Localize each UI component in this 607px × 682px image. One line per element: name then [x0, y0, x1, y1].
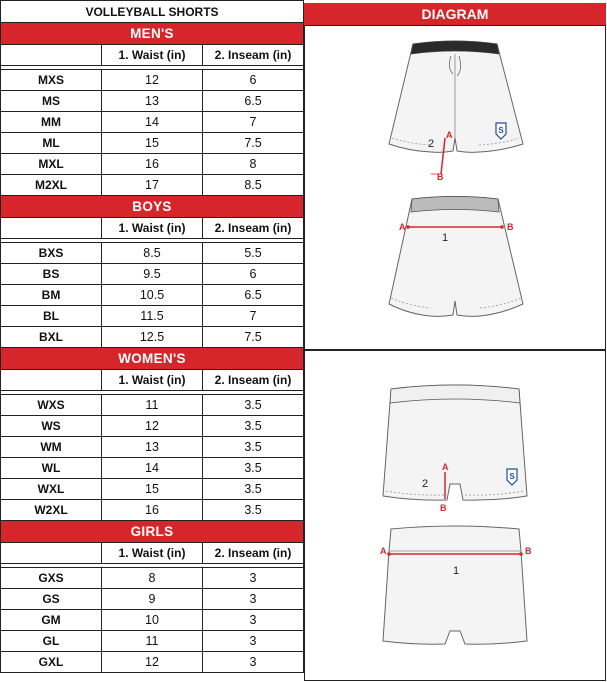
- waist-cell: 8.5: [102, 243, 203, 264]
- table-row: [1, 589, 304, 610]
- inseam-cell: 7.5: [203, 327, 304, 348]
- label-inseam-number-women: 2: [422, 478, 429, 490]
- waist-cell: 13: [102, 437, 203, 458]
- table-row: [1, 437, 304, 458]
- waist-cell: 12: [102, 416, 203, 437]
- waist-column-header: 1. Waist (in): [102, 45, 203, 66]
- womens-shorts-front: [383, 385, 527, 513]
- size-column-header: [1, 543, 102, 564]
- size-code-cell: MXL: [1, 154, 102, 175]
- size-code-cell: WM: [1, 437, 102, 458]
- waist-cell: 12: [102, 652, 203, 673]
- inseam-cell: 6: [203, 70, 304, 91]
- diagram-column: [304, 0, 607, 681]
- inseam-cell: 3.5: [203, 500, 304, 521]
- logo-letter: S: [498, 126, 504, 135]
- label-b-waist: B: [507, 222, 514, 232]
- inseam-cell: 3.5: [203, 479, 304, 500]
- table-row: [1, 568, 304, 589]
- waist-column-header: 1. Waist (in): [102, 543, 203, 564]
- inseam-cell: 3: [203, 631, 304, 652]
- section-header-row: [1, 196, 304, 218]
- waist-column-header: 1. Waist (in): [102, 370, 203, 391]
- table-row: [1, 631, 304, 652]
- waist-cell: 12.5: [102, 327, 203, 348]
- diagram-title: DIAGRAM: [304, 3, 606, 25]
- size-code-cell: WXL: [1, 479, 102, 500]
- table-row: [1, 243, 304, 264]
- waist-cell: 9.5: [102, 264, 203, 285]
- size-code-cell: MS: [1, 91, 102, 112]
- size-column-header: [1, 370, 102, 391]
- size-code-cell: GS: [1, 589, 102, 610]
- waist-cell: 16: [102, 500, 203, 521]
- size-code-cell: BS: [1, 264, 102, 285]
- column-header-row: [1, 543, 304, 564]
- inseam-cell: 3.5: [203, 416, 304, 437]
- label-b-inseam-women: B: [440, 503, 447, 513]
- chart-title: VOLLEYBALL SHORTS: [1, 1, 304, 23]
- section-header-row: [1, 348, 304, 370]
- inseam-cell: 3: [203, 610, 304, 631]
- inseam-cell: 7: [203, 112, 304, 133]
- section-header-row: [1, 521, 304, 543]
- column-header-row: [1, 218, 304, 239]
- waist-cell: 15: [102, 479, 203, 500]
- table-row: [1, 154, 304, 175]
- table-row: [1, 264, 304, 285]
- section-title: MEN'S: [1, 23, 304, 45]
- womens-shorts-back: [380, 526, 532, 644]
- size-code-cell: MXS: [1, 70, 102, 91]
- label-b-inseam: B: [437, 172, 444, 182]
- table-row: [1, 652, 304, 673]
- inseam-cell: 6.5: [203, 91, 304, 112]
- size-code-cell: GL: [1, 631, 102, 652]
- womens-girls-diagram-panel: [304, 350, 606, 681]
- size-code-cell: M2XL: [1, 175, 102, 196]
- waist-cell: 14: [102, 458, 203, 479]
- size-code-cell: GM: [1, 610, 102, 631]
- column-header-row: [1, 370, 304, 391]
- section-header-row: [1, 23, 304, 45]
- table-row: [1, 133, 304, 154]
- inseam-cell: 7.5: [203, 133, 304, 154]
- inseam-column-header: 2. Inseam (in): [203, 370, 304, 391]
- mens-shorts-front: [389, 41, 523, 182]
- inseam-cell: 6.5: [203, 285, 304, 306]
- inseam-cell: 3: [203, 568, 304, 589]
- table-row: [1, 285, 304, 306]
- size-code-cell: WS: [1, 416, 102, 437]
- size-code-cell: ML: [1, 133, 102, 154]
- inseam-cell: 3: [203, 652, 304, 673]
- label-b-waist-women: B: [525, 546, 532, 556]
- size-code-cell: W2XL: [1, 500, 102, 521]
- womens-shorts-diagram: [305, 351, 607, 682]
- logo-letter-women: S: [509, 472, 515, 481]
- table-row: [1, 479, 304, 500]
- inseam-column-header: 2. Inseam (in): [203, 45, 304, 66]
- waist-cell: 10.5: [102, 285, 203, 306]
- inseam-cell: 8: [203, 154, 304, 175]
- inseam-cell: 8.5: [203, 175, 304, 196]
- size-code-cell: WXS: [1, 395, 102, 416]
- waist-cell: 11.5: [102, 306, 203, 327]
- size-code-cell: BXS: [1, 243, 102, 264]
- waist-cell: 14: [102, 112, 203, 133]
- inseam-cell: 5.5: [203, 243, 304, 264]
- section-title: GIRLS: [1, 521, 304, 543]
- size-code-cell: MM: [1, 112, 102, 133]
- size-code-cell: GXS: [1, 568, 102, 589]
- label-waist-number-women: 1: [453, 565, 460, 577]
- table-row: [1, 395, 304, 416]
- label-a-inseam-women: A: [442, 462, 449, 472]
- size-column-header: [1, 45, 102, 66]
- label-a-waist: A: [399, 222, 406, 232]
- column-header-row: [1, 45, 304, 66]
- waist-cell: 16: [102, 154, 203, 175]
- waist-cell: 15: [102, 133, 203, 154]
- table-row: [1, 175, 304, 196]
- inseam-cell: 3.5: [203, 437, 304, 458]
- inseam-cell: 7: [203, 306, 304, 327]
- size-column-header: [1, 218, 102, 239]
- size-table: [0, 0, 304, 673]
- table-row: [1, 416, 304, 437]
- table-row: [1, 500, 304, 521]
- waist-cell: 9: [102, 589, 203, 610]
- waist-cell: 11: [102, 395, 203, 416]
- label-waist-number: 1: [442, 232, 449, 244]
- section-title: BOYS: [1, 196, 304, 218]
- mens-shorts-back: [389, 197, 523, 317]
- mens-shorts-diagram: [305, 26, 607, 351]
- section-title: WOMEN'S: [1, 348, 304, 370]
- inseam-cell: 3.5: [203, 458, 304, 479]
- inseam-column-header: 2. Inseam (in): [203, 543, 304, 564]
- mens-boys-diagram-panel: [304, 25, 606, 350]
- waist-cell: 17: [102, 175, 203, 196]
- size-code-cell: BXL: [1, 327, 102, 348]
- waist-cell: 11: [102, 631, 203, 652]
- waist-column-header: 1. Waist (in): [102, 218, 203, 239]
- label-inseam-number: 2: [428, 138, 435, 150]
- waist-cell: 12: [102, 70, 203, 91]
- size-code-cell: WL: [1, 458, 102, 479]
- size-code-cell: BL: [1, 306, 102, 327]
- inseam-cell: 3.5: [203, 395, 304, 416]
- waist-cell: 10: [102, 610, 203, 631]
- inseam-column-header: 2. Inseam (in): [203, 218, 304, 239]
- table-row: [1, 610, 304, 631]
- inseam-cell: 6: [203, 264, 304, 285]
- table-row: [1, 327, 304, 348]
- inseam-cell: 3: [203, 589, 304, 610]
- table-row: [1, 70, 304, 91]
- size-tables: [0, 0, 303, 673]
- size-code-cell: GXL: [1, 652, 102, 673]
- waist-cell: 13: [102, 91, 203, 112]
- label-a-inseam: A: [446, 130, 453, 140]
- size-code-cell: BM: [1, 285, 102, 306]
- table-row: [1, 91, 304, 112]
- table-row: [1, 458, 304, 479]
- label-a-waist-women: A: [380, 546, 387, 556]
- waist-cell: 8: [102, 568, 203, 589]
- table-row: [1, 306, 304, 327]
- table-row: [1, 112, 304, 133]
